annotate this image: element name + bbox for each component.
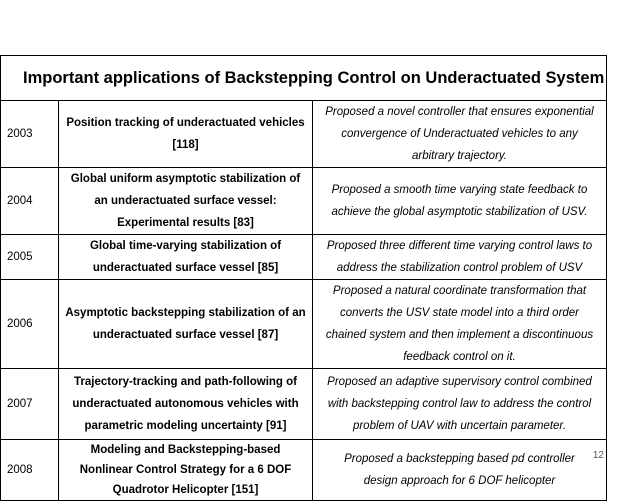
paper-title-cell: Modeling and Backstepping-based Nonlinear Control Strategy for a 6 DOF Quadrotor Helicopter [151]	[59, 440, 313, 501]
year-cell: 2008	[1, 440, 59, 501]
table-row	[1, 235, 607, 280]
table-title-row	[1, 56, 607, 101]
year-cell: 2004	[1, 168, 59, 235]
applications-table	[0, 55, 607, 501]
paper-title-cell: Global time-varying stabilization of underactuated surface vessel [85]	[59, 235, 313, 280]
paper-title-cell: Trajectory-tracking and path-following of underactuated autonomous vehicles with parametric modeling uncertainty [91]	[59, 369, 313, 440]
page-number: 12	[592, 450, 604, 461]
paper-title-cell: Asymptotic backstepping stabilization of an underactuated surface vessel [87]	[59, 280, 313, 369]
description-cell: Proposed a novel controller that ensures exponential convergence of Underactuated vehicles to any arbitrary trajectory.	[313, 101, 607, 168]
paper-title-cell: Position tracking of underactuated vehicles [118]	[59, 101, 313, 168]
slide-title: Important applications of Backstepping Control on Underactuated System	[1, 56, 607, 101]
year-cell: 2005	[1, 235, 59, 280]
paper-title-cell: Global uniform asymptotic stabilization of an underactuated surface vessel: Experimental results [83]	[59, 168, 313, 235]
table-row	[1, 369, 607, 440]
year-cell: 2007	[1, 369, 59, 440]
description-cell: Proposed a natural coordinate transformation that converts the USV state model into a third order chained system and then implement a discontinuous feedback control on it.	[313, 280, 607, 369]
table-row	[1, 168, 607, 235]
table-row	[1, 440, 607, 501]
description-cell: Proposed three different time varying control laws to address the stabilization control problem of USV	[313, 235, 607, 280]
description-cell: Proposed a backstepping based pd controller design approach for 6 DOF helicopter	[313, 440, 607, 501]
description-cell: Proposed a smooth time varying state feedback to achieve the global asymptotic stabilization of USV.	[313, 168, 607, 235]
description-cell: Proposed an adaptive supervisory control combined with backstepping control law to address the control problem of UAV with uncertain parameter.	[313, 369, 607, 440]
table-row	[1, 101, 607, 168]
year-cell: 2003	[1, 101, 59, 168]
table-row	[1, 280, 607, 369]
year-cell: 2006	[1, 280, 59, 369]
